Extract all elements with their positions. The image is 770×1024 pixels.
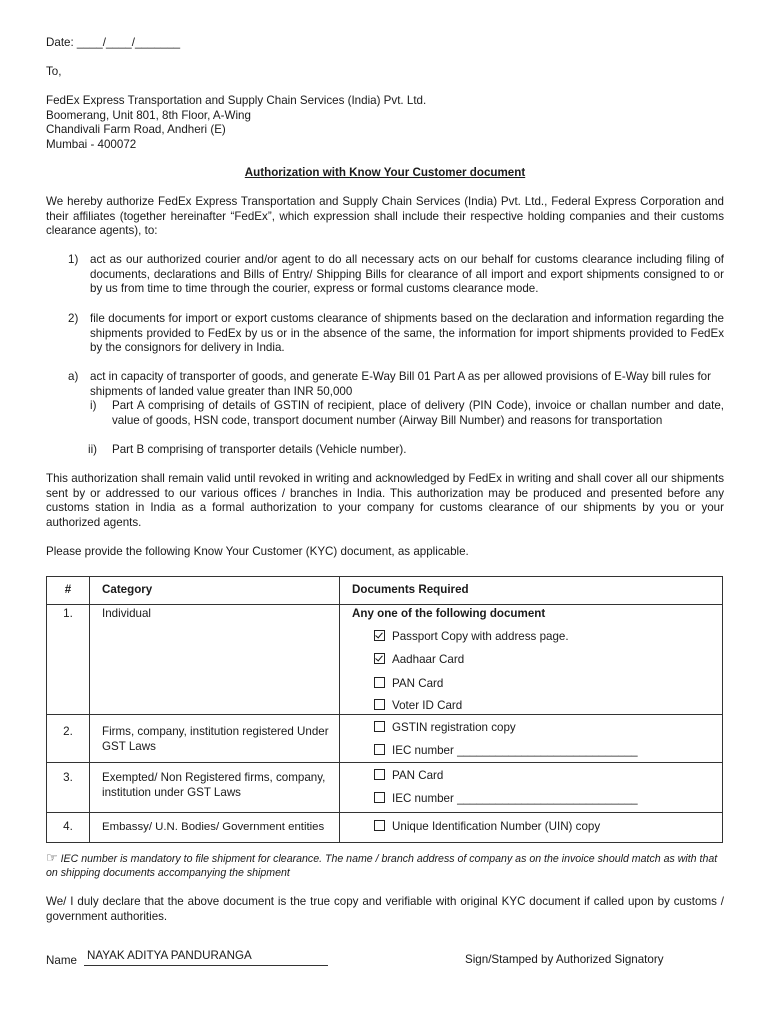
address-line: Mumbai - 400072 (46, 137, 137, 151)
doc-label: PAN Card (392, 769, 444, 782)
name-label: Name (46, 954, 77, 967)
doc-option[interactable] (374, 792, 722, 807)
subitem-text: Part B comprising of transporter details (Vehicle number). (112, 443, 407, 456)
checkbox-checked-icon[interactable] (374, 630, 385, 641)
row-category: Embassy/ U.N. Bodies/ Government entities (90, 813, 340, 843)
table-row (47, 715, 723, 763)
row-number: 2. (47, 715, 90, 763)
address-line: FedEx Express Transportation and Supply Chain Services (India) Pvt. Ltd. (46, 94, 427, 107)
doc-label: GSTIN registration copy (392, 721, 516, 734)
item-text: act as our authorized courier and/or agent to do all necessary acts on our behalf for customs clearance including filing of documents, declarations and Bills of Entry/ Shipping Bills for clearance of all import and export shipments consigned to or by us from time to time through the courier, express or formal customs clearance mode. (90, 253, 724, 296)
table-row (47, 813, 723, 843)
document-title: Authorization with Know Your Customer document (244, 166, 526, 179)
item-number: 2) (68, 312, 79, 325)
item-text: file documents for import or export customs clearance of shipments based on the declaration and information regarding the shipments provided to FedEx by us or in the absence of the same, the information for import shipments provided to FedEx by the consignors for delivery in India. (90, 312, 724, 355)
documents-lead: Any one of the following document (352, 607, 546, 620)
validity-paragraph: This authorization shall remain valid until revoked in writing and acknowledged by FedEx in writing and shall cover all our shipments sent by or addressed to our various offices / branches in India. This authorization may be produced and presented before any customs station in India as a formal authorization to your company for customs clearance of our shipments by you or your authorized agents. (46, 472, 724, 529)
doc-option[interactable] (352, 699, 722, 714)
item-text: act in capacity of transporter of goods, and generate E-Way Bill 01 Part A as per allowed provisions of E-Way bill rules for shipments of landed value greater than INR 50,000 (90, 370, 711, 398)
checkbox-icon[interactable] (374, 721, 385, 732)
doc-option[interactable] (352, 677, 722, 692)
row-documents (340, 813, 723, 843)
iec-note (46, 851, 726, 880)
date-line[interactable]: Date: ____/____/_______ (46, 36, 181, 49)
row-category: Individual (90, 605, 340, 715)
iec-number-field[interactable]: IEC number ____________________________ (392, 791, 638, 805)
row-category: Firms, company, institution registered Under GST Laws (90, 715, 340, 763)
note-text: IEC number is mandatory to file shipment for clearance. The name / branch address of company as on the invoice should match as with that on shipping documents accompanying the shipment (46, 853, 718, 879)
item-number: 1) (68, 253, 79, 266)
doc-option[interactable] (374, 769, 722, 784)
header-documents: Documents Required (340, 577, 723, 605)
doc-option[interactable] (352, 630, 722, 645)
row-documents (340, 715, 723, 763)
address-line: Boomerang, Unit 801, 8th Floor, A-Wing (46, 108, 251, 122)
checkbox-icon[interactable] (374, 769, 385, 780)
checkbox-icon[interactable] (374, 699, 385, 710)
iec-number-field[interactable]: IEC number ____________________________ (392, 743, 638, 757)
row-number: 1. (47, 605, 90, 715)
subitem-text: Part A comprising of details of GSTIN of recipient, place of delivery (PIN Code), invoice or challan number and date, value of goods, HSN code, transport document number (Airway Bill Number) and reasons for transportation (112, 399, 724, 427)
declaration-paragraph: We/ I duly declare that the above document is the true copy and verifiable with original KYC document if called upon by customs / government authorities. (46, 895, 724, 923)
table-row (47, 763, 723, 813)
subitem-number: i) (90, 399, 97, 412)
checkbox-icon[interactable] (374, 677, 385, 688)
header-category: Category (90, 577, 340, 605)
address-line: Chandivali Farm Road, Andheri (E) (46, 123, 226, 137)
row-documents (340, 605, 723, 715)
table-row (47, 605, 723, 715)
intro-paragraph: We hereby authorize FedEx Express Transportation and Supply Chain Services (India) Pvt. Ltd., Federal Express Corporation and their affiliates (together hereinafter “FedEx”, which expression shall include their respective holding companies and their customs clearance agents), to: (46, 195, 724, 238)
row-number: 4. (47, 813, 90, 843)
checkbox-icon[interactable] (374, 820, 385, 831)
signature-label: Sign/Stamped by Authorized Signatory (465, 953, 664, 966)
doc-label: Voter ID Card (392, 699, 463, 713)
to-label: To, (46, 65, 62, 78)
row-number: 3. (47, 763, 90, 813)
doc-label: Unique Identification Number (UIN) copy (392, 820, 601, 834)
row-documents (340, 763, 723, 813)
checkbox-icon[interactable] (374, 792, 385, 803)
name-value: NAYAK ADITYA PANDURANGA (87, 949, 252, 962)
doc-option[interactable] (374, 721, 722, 736)
subitem-number: ii) (88, 443, 98, 456)
doc-label: PAN Card (392, 676, 444, 690)
table-header-row (47, 577, 723, 605)
header-number: # (47, 577, 90, 605)
pointing-hand-icon: ☞ (46, 850, 58, 865)
checkbox-icon[interactable] (374, 744, 385, 755)
row-category: Exempted/ Non Registered firms, company, institution under GST Laws (90, 763, 340, 813)
doc-option[interactable] (374, 820, 722, 835)
kyc-table (46, 576, 723, 843)
item-number: a) (68, 370, 79, 383)
kyc-prompt: Please provide the following Know Your Customer (KYC) document, as applicable. (46, 545, 469, 558)
doc-label: Aadhaar Card (392, 653, 465, 667)
doc-option[interactable] (374, 744, 722, 759)
name-field[interactable] (84, 949, 328, 966)
address-block (46, 94, 426, 152)
checkbox-checked-icon[interactable] (374, 653, 385, 664)
doc-label: Passport Copy with address page. (392, 629, 569, 643)
doc-option[interactable] (352, 653, 722, 668)
